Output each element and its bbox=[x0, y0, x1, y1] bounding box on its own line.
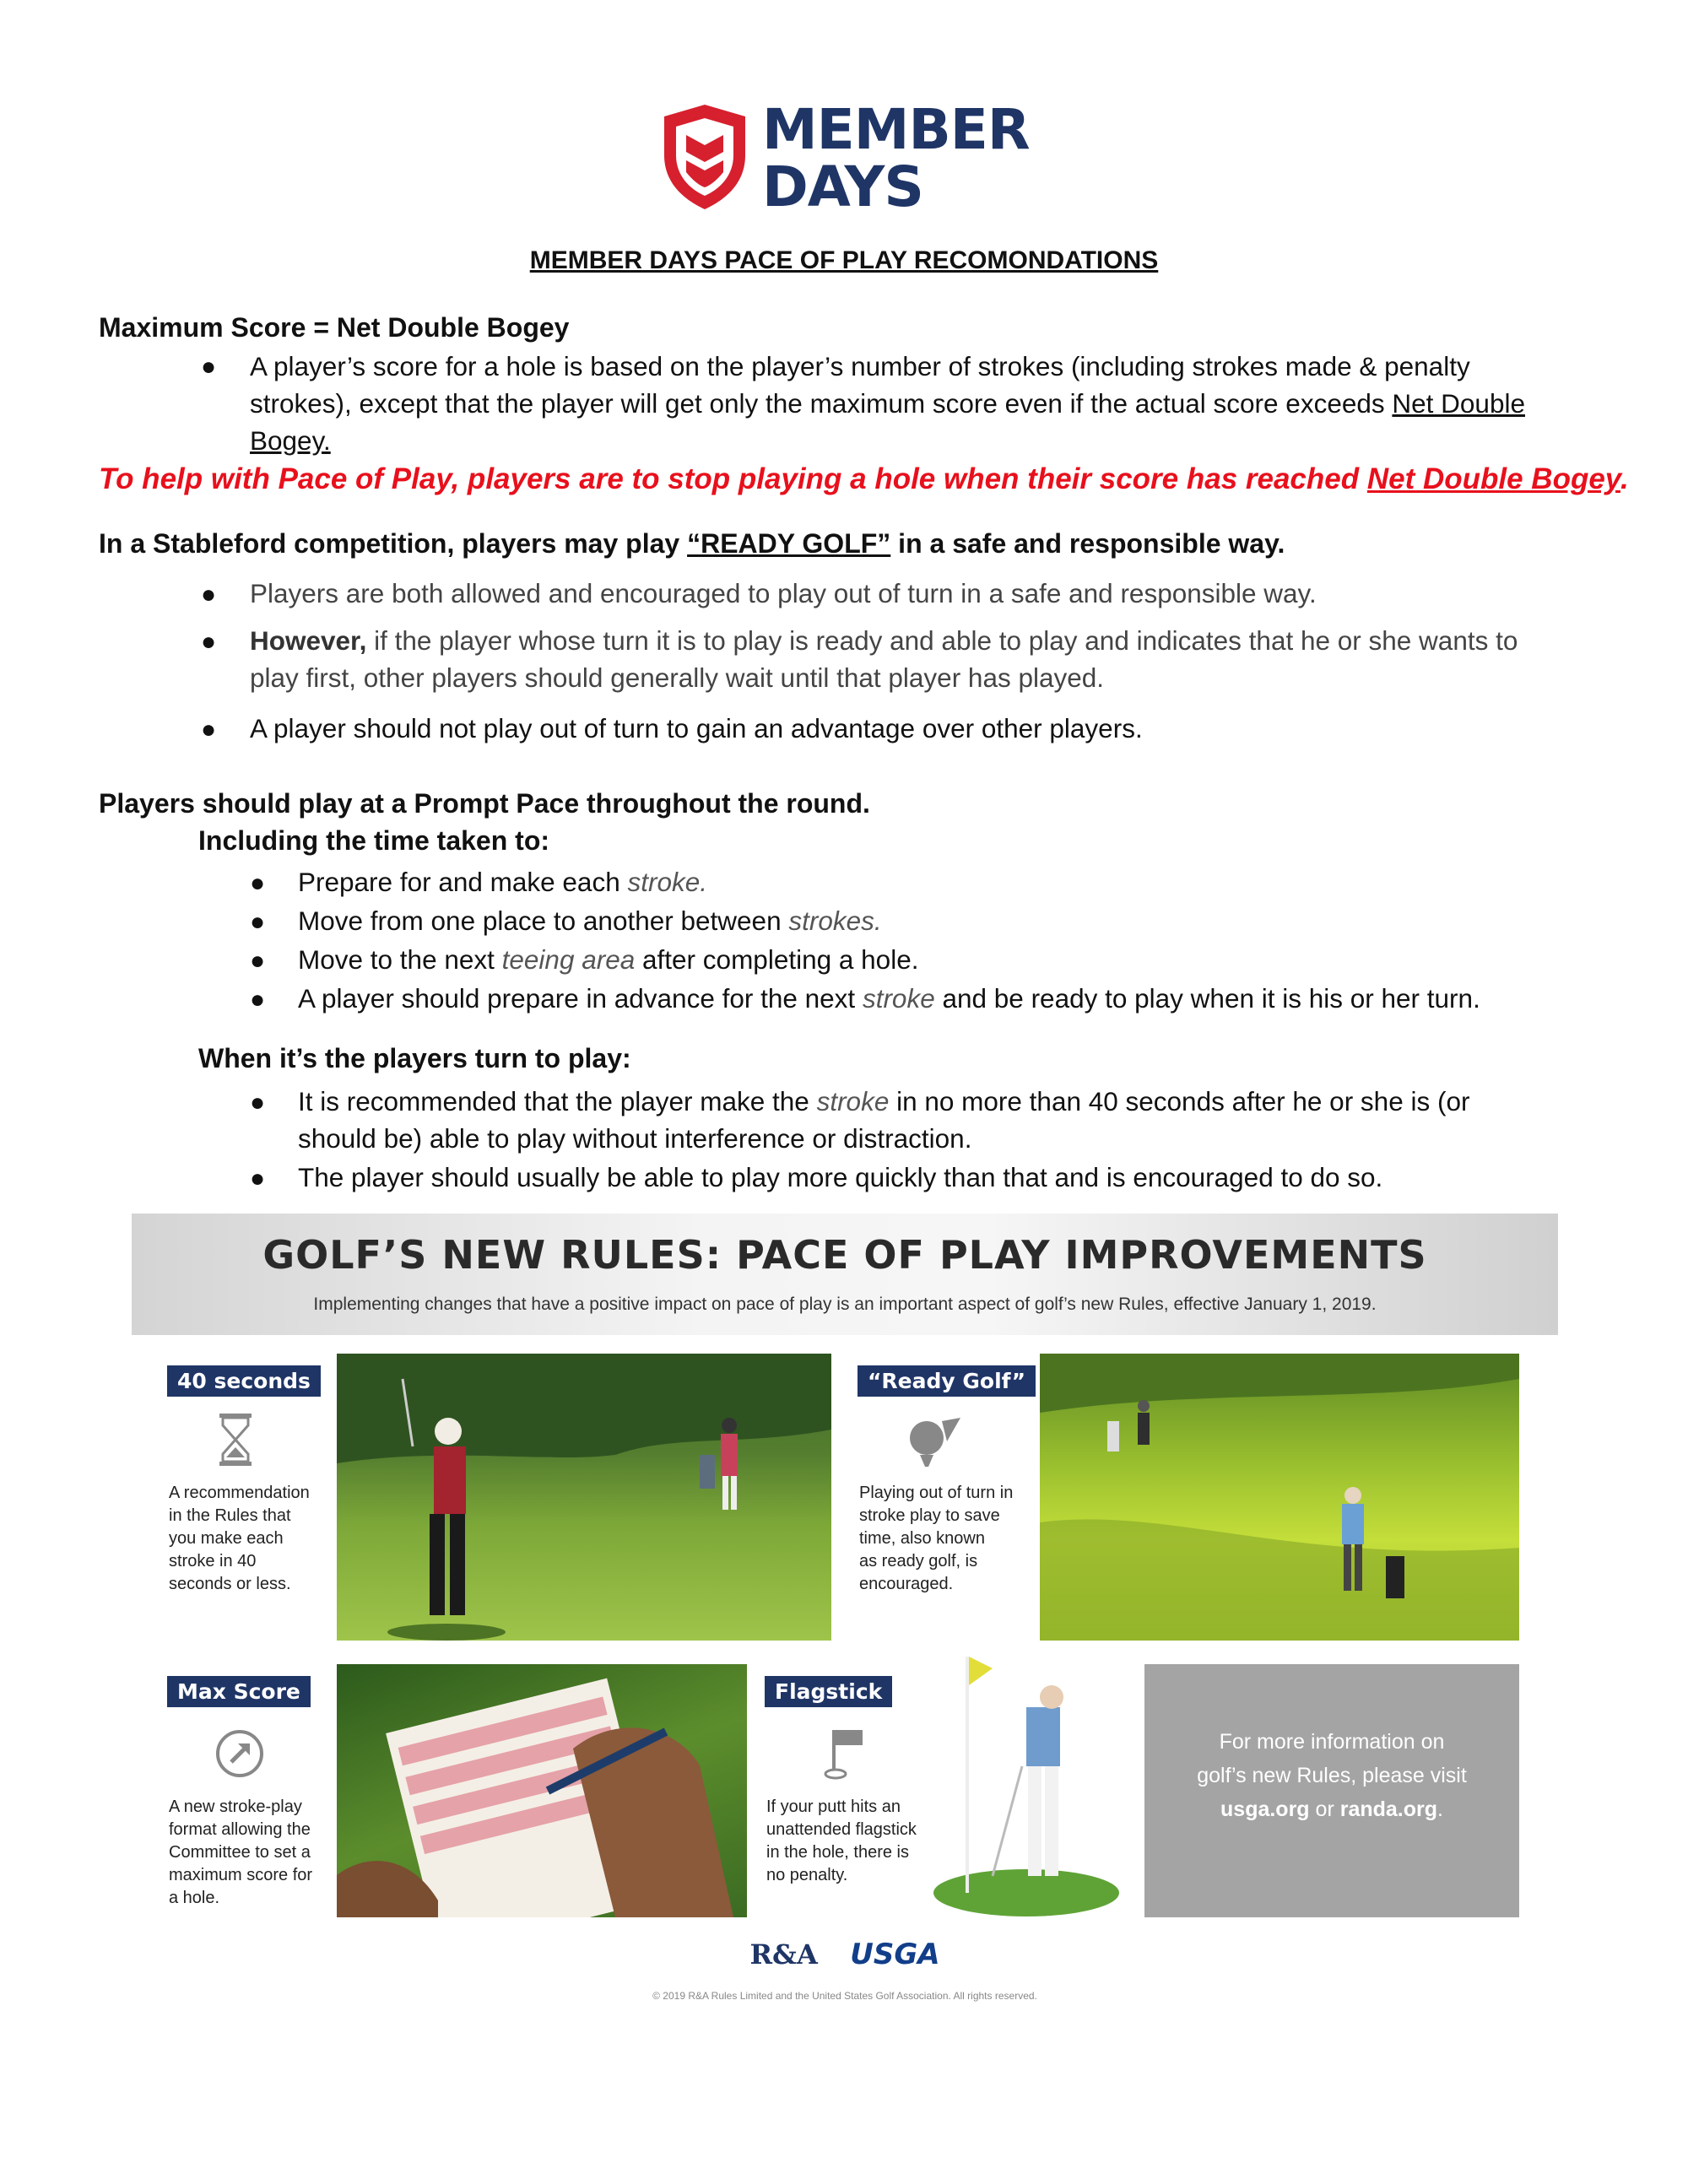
bullet-line: Bogey. bbox=[250, 425, 331, 456]
bullet-line: A player’s score for a hole is based on the player’s number of strokes (including strokes made & penalty bbox=[250, 351, 1470, 381]
tag-40-seconds: 40 seconds bbox=[167, 1365, 321, 1397]
bullet-dot: ● bbox=[201, 628, 217, 656]
card-flagstick-text bbox=[766, 1796, 917, 1887]
period-text: . bbox=[1437, 1797, 1443, 1821]
section3-bullet-3 bbox=[298, 941, 918, 978]
bullet-dot: ● bbox=[201, 353, 217, 381]
golfer-swing-photo bbox=[337, 1354, 831, 1641]
section3-subheading: Including the time taken to: bbox=[198, 825, 550, 856]
bullet-text: strokes), except that the player will get only the maximum score even if the actual score exceeds bbox=[250, 388, 1393, 419]
bullet-line: play first, other players should generally wait until that player has played. bbox=[250, 662, 1105, 693]
shield-icon bbox=[661, 101, 749, 211]
bullet-dot: ● bbox=[250, 869, 266, 897]
ready-golf-photo bbox=[1040, 1354, 1519, 1641]
section2-bullet-3: A player should not play out of turn to gain an advantage over other players. bbox=[250, 713, 1143, 743]
section3-bullet-2 bbox=[298, 902, 882, 939]
pace-alert bbox=[99, 462, 1629, 496]
more-info-line: For more information on bbox=[1219, 1730, 1445, 1754]
max-score-gauge-icon bbox=[214, 1728, 265, 1779]
strokes-term: strokes. bbox=[788, 905, 882, 936]
bullet-dot: ● bbox=[250, 986, 266, 1014]
putting-golfer-illustration bbox=[933, 1648, 1119, 1918]
stroke-term: stroke bbox=[862, 983, 935, 1014]
section1-bullet bbox=[250, 348, 1617, 459]
alert-end: . bbox=[1620, 462, 1629, 495]
randa-link[interactable]: randa.org bbox=[1339, 1797, 1438, 1821]
tag-max-score: Max Score bbox=[167, 1676, 311, 1707]
bullet-dot: ● bbox=[250, 908, 266, 936]
more-info-links bbox=[1144, 1792, 1519, 1826]
card-line: stroke in 40 bbox=[169, 1552, 257, 1570]
alert-text: To help with Pace of Play, players are to stop playing a hole when their score has reached bbox=[99, 462, 1367, 495]
card-line: no penalty. bbox=[766, 1866, 848, 1884]
or-text: or bbox=[1309, 1797, 1340, 1821]
section2-heading bbox=[99, 528, 1285, 560]
golf-ball-tee-icon bbox=[900, 1416, 963, 1468]
card-line: seconds or less. bbox=[169, 1575, 291, 1593]
bullet-line bbox=[298, 1083, 1615, 1120]
randa-logo: R&A bbox=[749, 1938, 818, 1970]
bullet-line: should be) able to play without interference or distraction. bbox=[298, 1123, 972, 1154]
bullet-text: and be ready to play when it is his or her turn. bbox=[934, 983, 1480, 1014]
card-line: unattended flagstick bbox=[766, 1820, 917, 1839]
card-ready-golf-text bbox=[859, 1482, 1013, 1596]
heading-text: In a Stableford competition, players may play bbox=[99, 528, 688, 559]
card-line: encouraged. bbox=[859, 1575, 954, 1593]
section1-heading: Maximum Score = Net Double Bogey bbox=[99, 312, 570, 343]
section2-bullet-2 bbox=[250, 622, 1617, 696]
more-info-box bbox=[1144, 1664, 1519, 1917]
card-line: Playing out of turn in bbox=[859, 1484, 1014, 1502]
card-line: you make each bbox=[169, 1529, 284, 1548]
bullet-text: after completing a hole. bbox=[635, 944, 919, 975]
card-line: A new stroke-play bbox=[169, 1797, 302, 1816]
section3-heading: Players should play at a Prompt Pace throughout the round. bbox=[99, 788, 870, 819]
infographic-banner bbox=[132, 1214, 1558, 1335]
stroke-term: stroke bbox=[816, 1086, 890, 1116]
section3-bullet-1 bbox=[298, 863, 707, 900]
bullet-text: Prepare for and make each bbox=[298, 867, 628, 897]
alert-link: Net Double Bogey bbox=[1366, 462, 1620, 495]
section4-bullet-1 bbox=[298, 1083, 1615, 1157]
pace-of-play-infographic bbox=[132, 1214, 1558, 2042]
card-max-score-text bbox=[169, 1796, 312, 1910]
golfer-swing-illustration bbox=[337, 1354, 831, 1641]
bullet-text: A player should prepare in advance for the next bbox=[298, 983, 863, 1014]
card-line: in the hole, there is bbox=[766, 1843, 909, 1862]
net-double-bogey-link: Net Double bbox=[1392, 388, 1525, 419]
copyright-text: © 2019 R&A Rules Limited and the United States Golf Association. All rights reserved. bbox=[652, 1990, 1037, 2002]
usga-logo: USGA bbox=[850, 1938, 940, 1971]
card-line: maximum score for bbox=[169, 1866, 313, 1884]
section2-bullet-1: Players are both allowed and encouraged to play out of turn in a safe and responsible way. bbox=[250, 578, 1317, 608]
card-line: format allowing the bbox=[169, 1820, 311, 1839]
card-line: If your putt hits an bbox=[766, 1797, 901, 1816]
section4-bullet-2: The player should usually be able to play more quickly than that and is encouraged to do so. bbox=[298, 1162, 1383, 1192]
bullet-text: It is recommended that the player make the bbox=[298, 1086, 817, 1116]
heading-text: in a safe and responsible way. bbox=[890, 528, 1285, 559]
logo-line-1: MEMBER bbox=[762, 97, 1030, 162]
bullet-dot: ● bbox=[250, 947, 266, 975]
bullet-dot: ● bbox=[201, 581, 217, 608]
bullet-text: in no more than 40 seconds after he or she is (or bbox=[889, 1086, 1470, 1116]
footer-logos bbox=[132, 1938, 1558, 1971]
card-40-seconds-text bbox=[169, 1482, 310, 1596]
bullet-text: Move to the next bbox=[298, 944, 502, 975]
infographic-title: GOLF’S NEW RULES: PACE OF PLAY IMPROVEMENTS bbox=[262, 1232, 1427, 1278]
page-title: MEMBER DAYS PACE OF PLAY RECOMONDATIONS bbox=[529, 246, 1159, 274]
bullet-text: Move from one place to another between bbox=[298, 905, 789, 936]
card-line: in the Rules that bbox=[169, 1506, 291, 1525]
member-days-logo bbox=[661, 97, 1032, 219]
card-line: Committee to set a bbox=[169, 1843, 311, 1862]
hourglass-icon bbox=[218, 1412, 253, 1468]
bullet-line bbox=[250, 385, 1617, 422]
scorecard-illustration bbox=[337, 1664, 747, 1917]
infographic-subtitle: Implementing changes that have a positive impact on pace of play is an important aspect of golf’s new Rules, effective January 1, 2019. bbox=[313, 1295, 1377, 1314]
card-line: stroke play to save bbox=[859, 1506, 1000, 1525]
stroke-term: stroke. bbox=[627, 867, 708, 897]
card-line: a hole. bbox=[169, 1889, 220, 1907]
section4-heading: When it’s the players turn to play: bbox=[198, 1043, 631, 1073]
bullet-dot: ● bbox=[201, 716, 217, 743]
teeing-area-term: teeing area bbox=[501, 944, 636, 975]
card-line: as ready golf, is bbox=[859, 1552, 978, 1570]
ready-golf-illustration bbox=[1040, 1354, 1519, 1641]
flagstick-icon bbox=[824, 1727, 866, 1782]
section3-bullet-4 bbox=[298, 980, 1480, 1017]
ready-golf-text: “READY GOLF” bbox=[687, 528, 891, 559]
tag-ready-golf: “Ready Golf” bbox=[858, 1365, 1036, 1397]
bullet-text: if the player whose turn it is to play is ready and able to play and indicates that he or she wants to bbox=[366, 625, 1518, 656]
scorecard-photo bbox=[337, 1664, 747, 1917]
logo-line-2: DAYS bbox=[762, 154, 923, 219]
bullet-dot: ● bbox=[250, 1165, 266, 1192]
bullet-line bbox=[250, 622, 1617, 659]
however-text: However, bbox=[250, 625, 367, 656]
card-line: A recommendation bbox=[169, 1484, 310, 1502]
bullet-dot: ● bbox=[250, 1089, 266, 1116]
card-line: time, also known bbox=[859, 1529, 985, 1548]
more-info-line: golf’s new Rules, please visit bbox=[1197, 1764, 1467, 1787]
usga-link[interactable]: usga.org bbox=[1220, 1797, 1310, 1821]
tag-flagstick: Flagstick bbox=[765, 1676, 892, 1707]
